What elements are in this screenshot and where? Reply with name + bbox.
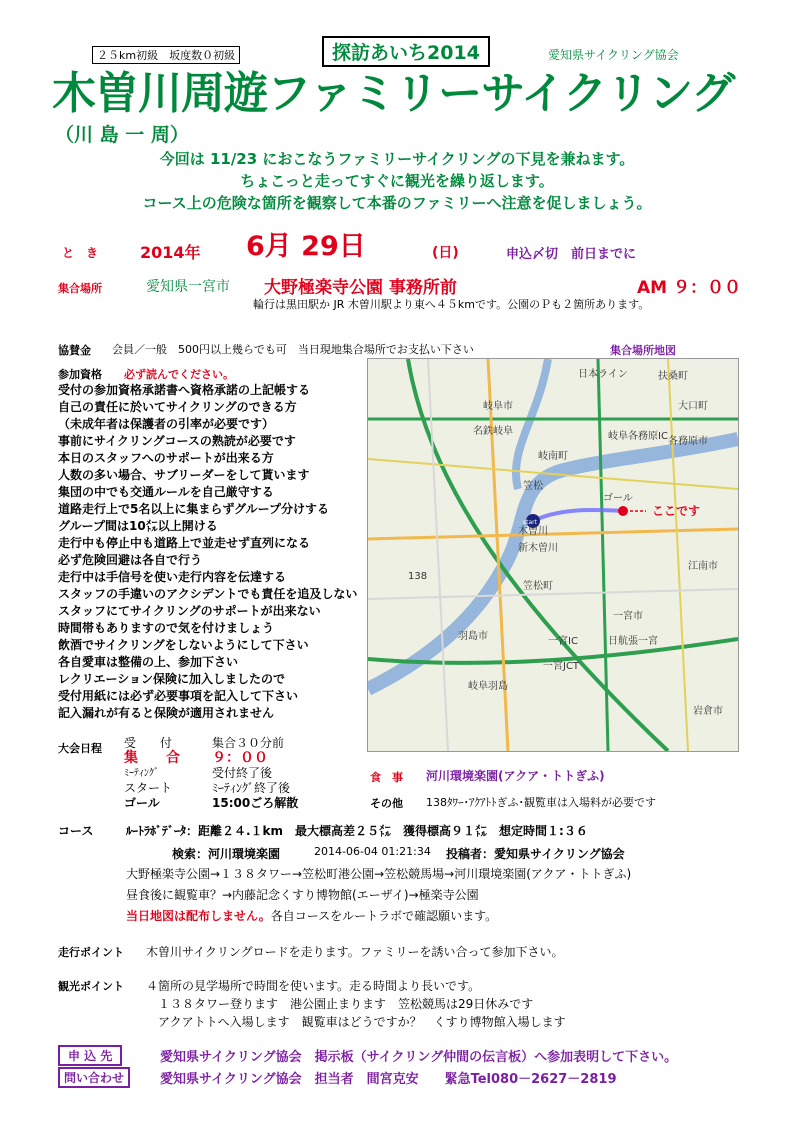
page-subtitle: （川 島 一 周） (55, 124, 189, 146)
sightseeing-label: 観光ポイント (58, 980, 124, 993)
schedule-table (124, 736, 298, 811)
route-datetime: 2014-06-04 01:21:34 (314, 845, 431, 858)
route-line-2: 昼食後に観覧車？→内藤記念くすり博物館(エーザイ)→極楽寺公園 (126, 888, 479, 902)
map-place: 一宮IC (548, 636, 578, 647)
course-label: コース (58, 824, 94, 838)
list-item: 人数の多い場合、サブリーダーをして貰います (58, 468, 310, 482)
list-item: 事前にサイクリングコースの熟読が必要です (58, 434, 296, 448)
meeting-time: AM ９：００ (637, 278, 741, 298)
meeting-place-map (367, 358, 739, 752)
map-place: 木曽川 (518, 526, 548, 537)
route-search: 検索：河川環境楽園 (172, 847, 281, 861)
list-item: 本日のスタッフへのサポートが出来る方 (58, 451, 274, 465)
fee-label: 協賛金 (58, 344, 91, 357)
schedule-row: 受 付 集合３０分前 (124, 736, 285, 750)
route-lab-note: 各自コースをルートラボで確認願います。 (270, 909, 498, 923)
map-label: 集合場所地図 (610, 344, 676, 357)
schedule-row: 集 合 ９：００ (124, 750, 268, 766)
map-place: 日本ライン (578, 369, 628, 380)
date-label: と き (62, 246, 99, 260)
list-item: 道路走行上で5名以上に集まらずグループ分けする (58, 502, 330, 516)
date-weekday: (日) (432, 245, 459, 261)
meeting-note: 輪行は黒田駅か JR 木曽川駅より東へ４５kmです。公園のＰも２箇所あります。 (253, 298, 650, 311)
list-item: 集団の中でも交通ルールを自己厳守する (58, 485, 274, 499)
intro-text: 今回は 11/23 におこなうファミリーサイクリングの下見を兼ねます。 ちょこっと走ってすぐに観光を繰り返します。 コース上の危険な箇所を観察して本番のファミリーへ注意を促しましょう。 (142, 150, 652, 212)
list-item: 受付の参加資格承諾書へ資格承諾の上記帳する (58, 383, 311, 397)
map-place: 大口町 (678, 401, 708, 412)
date-month-day: 6月 29日 (246, 231, 366, 262)
map-place: 各務原市 (668, 436, 708, 447)
map-place: 笠松 (523, 481, 543, 492)
list-item: グループ間は10㍍以上開ける (58, 519, 218, 533)
map-not-distributed-note: 当日地図は配布しません。 (126, 909, 271, 923)
map-place: 名鉄岐阜 (473, 426, 513, 437)
here-label: ここです (652, 504, 701, 518)
list-item: スタッフにてサイクリングのサポートが出来ない (58, 604, 321, 618)
list-item: 時間帯もありますので気を付けましょう (58, 621, 275, 635)
page-title: 木曽川周遊ファミリーサイクリング (52, 68, 735, 119)
map-place: 笠松町 (523, 581, 553, 592)
list-item: 飲酒でサイクリングをしないようにして下さい (58, 638, 309, 652)
schedule-label: 大会日程 (58, 742, 102, 755)
map-place: 岐阜各務原IC (608, 431, 668, 442)
contact-label: 問い合わせ (58, 1067, 130, 1088)
meal-label: 食 事 (370, 771, 403, 784)
list-item: 走行中も停止中も道路上で並走せず直列になる (58, 536, 311, 550)
route-line-1: 大野極楽寺公園→１３８タワー→笠松町港公園→笠松競馬場→河川環境楽園(アクア・トトぎふ) (126, 867, 632, 881)
sightseeing-line-3: アクアトトへ入場します 観覧車はどうですか？ くすり博物館入場します (158, 1015, 566, 1029)
other-value: 138ﾀﾜｰ･ｱｸｱﾄﾄぎふ･観覧車は入場料が必要です (426, 796, 656, 809)
list-item: 走行中は手信号を使い走行内容を伝達する (58, 570, 287, 584)
map-place: 江南市 (688, 561, 718, 572)
organizer-label: 愛知県サイクリング協会 (548, 48, 679, 62)
list-item: レクリエーション保険に加入しましたので (58, 672, 286, 686)
map-place: 岐南町 (538, 451, 568, 462)
running-point-label: 走行ポイント (58, 946, 124, 959)
map-place: 138 (408, 571, 428, 582)
list-item: 記入漏れが有ると保険が適用されません (58, 706, 275, 720)
list-item: 各自愛車は整備の上、参加下さい (58, 655, 239, 669)
list-item: （未成年者は保護者の引率が必要です） (58, 417, 275, 431)
map-place: 一宮JCT (543, 661, 580, 672)
series-badge: 探訪あいち2014 (322, 36, 490, 67)
meeting-place: 大野極楽寺公園 事務所前 (264, 278, 457, 298)
route-poster: 投稿者：愛知県サイクリング協会 (446, 847, 625, 861)
apply-label: 申 込 先 (58, 1045, 122, 1066)
map-place: 日航張一宮 (608, 636, 658, 647)
map-place: 新木曽川 (518, 543, 558, 554)
map-place: start (523, 519, 537, 526)
list-item: 受付用紙には必ず必要事項を記入して下さい (58, 689, 299, 703)
map-place: 一宮市 (613, 611, 643, 622)
meal-value: 河川環境楽園(アクア・トトぎふ) (426, 769, 605, 783)
level-badge: ２５km初級 坂度数０初級 (92, 46, 240, 64)
sightseeing-line-2: １３８タワー登ります 港公園止まります 笠松競馬は29日休みです (158, 997, 534, 1011)
contact-text: 愛知県サイクリング協会 担当者 間宮克安 緊急Tel080－2627－2819 (160, 1072, 617, 1087)
map-place: ゴール (603, 493, 633, 504)
schedule-row: ゴール 15:00ごろ解散 (124, 796, 299, 810)
map-place: 岐阜羽島 (468, 681, 508, 692)
list-item: 自己の責任に於いてサイクリングのできる方 (58, 400, 297, 414)
deadline-text: 申込〆切 前日までに (506, 247, 637, 262)
schedule-row: スタート ﾐｰﾃｨﾝｸﾞ終了後 (124, 781, 291, 795)
meeting-city: 愛知県一宮市 (146, 279, 230, 295)
fee-text: 会員／一般 500円以上幾らでも可 当日現地集合場所でお支払い下さい (112, 343, 474, 356)
meeting-label: 集合場所 (58, 282, 102, 295)
other-label: その他 (370, 797, 403, 810)
running-point-text: 木曽川サイクリングロードを走ります。ファミリーを誘い合って参加下さい。 (146, 945, 564, 959)
route-data: ﾙｰﾄﾗﾎﾞﾃﾞｰﾀ：距離２４.１km 最大標高差２５㍍ 獲得標高９１㍍ 想定時間１:３６ (126, 824, 588, 838)
must-read-note: 必ず読んでください。 (124, 368, 234, 381)
list-item: 必ず危険回避は各自で行う (58, 553, 203, 567)
list-item: スタッフの手違いのアクシデントでも責任を追及しない (58, 587, 358, 601)
sightseeing-line-1: ４箇所の見学場所で時間を使います。走る時間より長いです。 (146, 979, 481, 993)
apply-text: 愛知県サイクリング協会 掲示板（サイクリング仲間の伝言板）へ参加表明して下さい。 (160, 1050, 678, 1065)
qualification-list (58, 382, 357, 722)
qualification-label: 参加資格 (58, 368, 102, 381)
map-place: 岐阜市 (483, 401, 513, 412)
goal-marker (618, 506, 628, 516)
map-graphic (368, 359, 738, 751)
map-place: 扶桑町 (658, 371, 688, 382)
map-place: 羽島市 (458, 631, 488, 642)
schedule-row: ﾐｰﾃｨﾝｸﾞ 受付終了後 (124, 766, 273, 780)
map-place: 岩倉市 (693, 706, 723, 717)
date-year: 2014年 (140, 243, 201, 262)
